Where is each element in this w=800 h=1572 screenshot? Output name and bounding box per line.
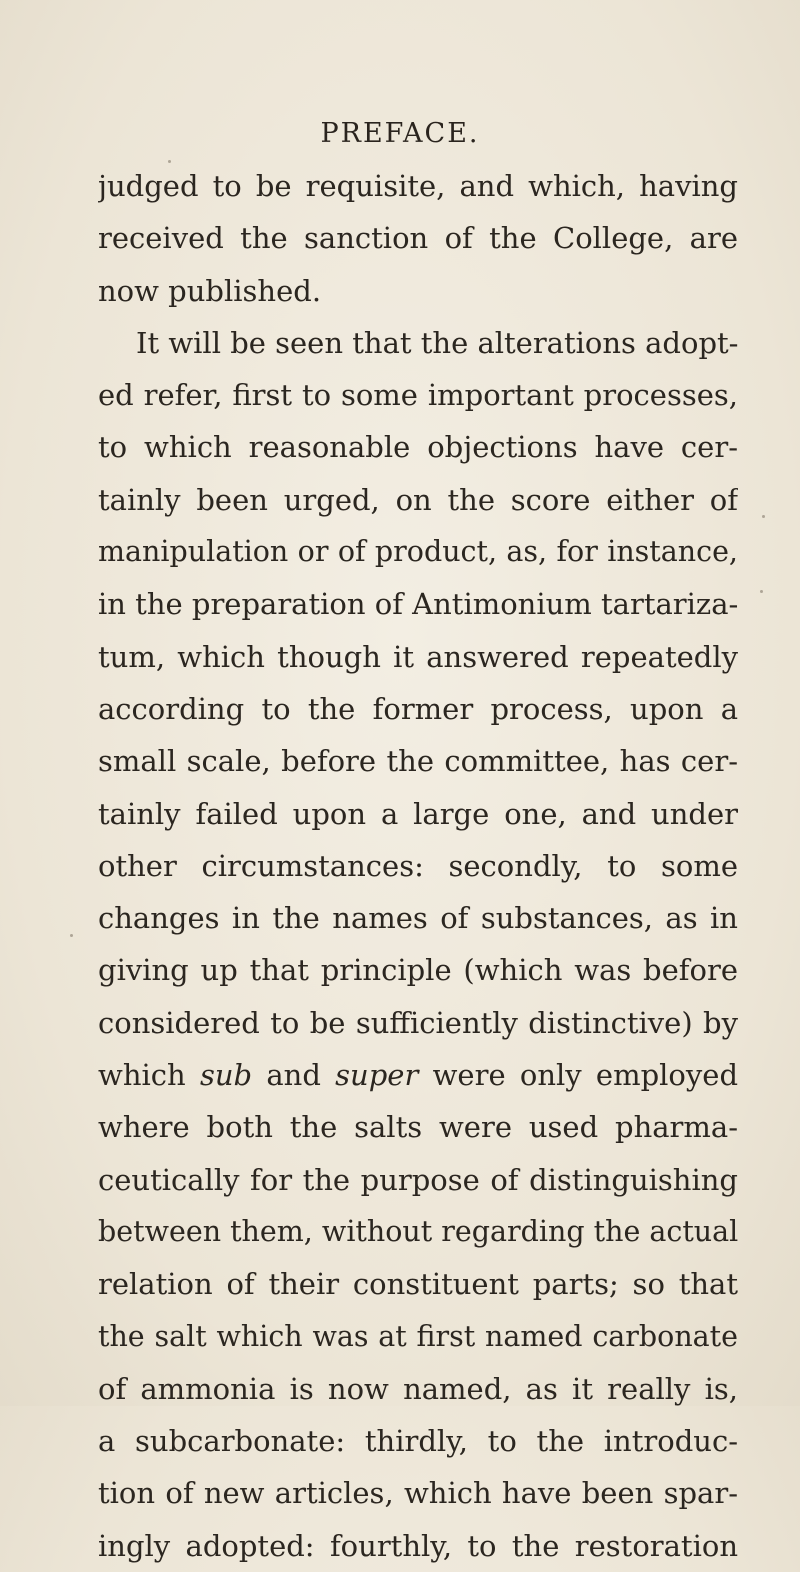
text-line: ed refer, first to some important processes, [98, 378, 738, 413]
text-line: of ammonia is now named, as it really is, [98, 1371, 738, 1406]
text-line: ingly adopted: fourthly, to the restoration [98, 1528, 738, 1563]
paper-speck [70, 934, 73, 937]
paper-speck [762, 515, 765, 518]
text-line: received the sanction of the College, are [98, 221, 738, 256]
text-line: tum, which though it answered repeatedly [98, 639, 738, 674]
text-fragment: and [252, 1058, 336, 1093]
italic-word: sub [199, 1058, 253, 1093]
text-line: tainly failed upon a large one, and under [98, 796, 738, 831]
text-line: in the preparation of Antimonium tartariza- [98, 587, 738, 622]
text-line: changes in the names of substances, as in [98, 901, 738, 936]
text-line [98, 1049, 738, 1101]
text-line: It will be seen that the alterations adopt- [136, 325, 738, 360]
page-header: PREFACE. [320, 118, 480, 149]
text-line: to which reasonable objections have cer- [98, 430, 738, 465]
text-line: now published. [98, 273, 322, 308]
text-line: according to the former process, upon a [98, 691, 738, 726]
text-line: small scale, before the committee, has cer- [98, 744, 738, 779]
text-line: tainly been urged, on the score either of [98, 482, 738, 517]
text-line: giving up that principle (which was before [98, 953, 738, 988]
text-line: other circumstances: secondly, to some [98, 848, 738, 883]
text-line: the salt which was at first named carbonate [98, 1319, 738, 1353]
text-line: where both the salts were used pharma- [98, 1110, 738, 1145]
italic-word: super [335, 1058, 419, 1093]
text-line: considered to be sufficiently distinctive) by [98, 1005, 738, 1040]
text-line: judged to be requisite, and which, having [98, 169, 738, 203]
body-text [98, 160, 738, 1572]
text-line: tion of new articles, which have been spar- [98, 1476, 738, 1511]
text-line: relation of their constituent parts; so that [98, 1267, 738, 1302]
text-line: between them, without regarding the actual [98, 1214, 738, 1248]
text-line: a subcarbonate: thirdly, to the introduc- [98, 1424, 738, 1459]
text-line: manipulation or of product, as, for instance, [98, 535, 738, 569]
text-fragment: were only employed [418, 1058, 738, 1093]
paper-speck [168, 160, 171, 163]
text-line: ceutically for the purpose of distinguishing [98, 1162, 738, 1197]
text-fragment: which [98, 1058, 200, 1093]
paper-speck [760, 590, 763, 593]
